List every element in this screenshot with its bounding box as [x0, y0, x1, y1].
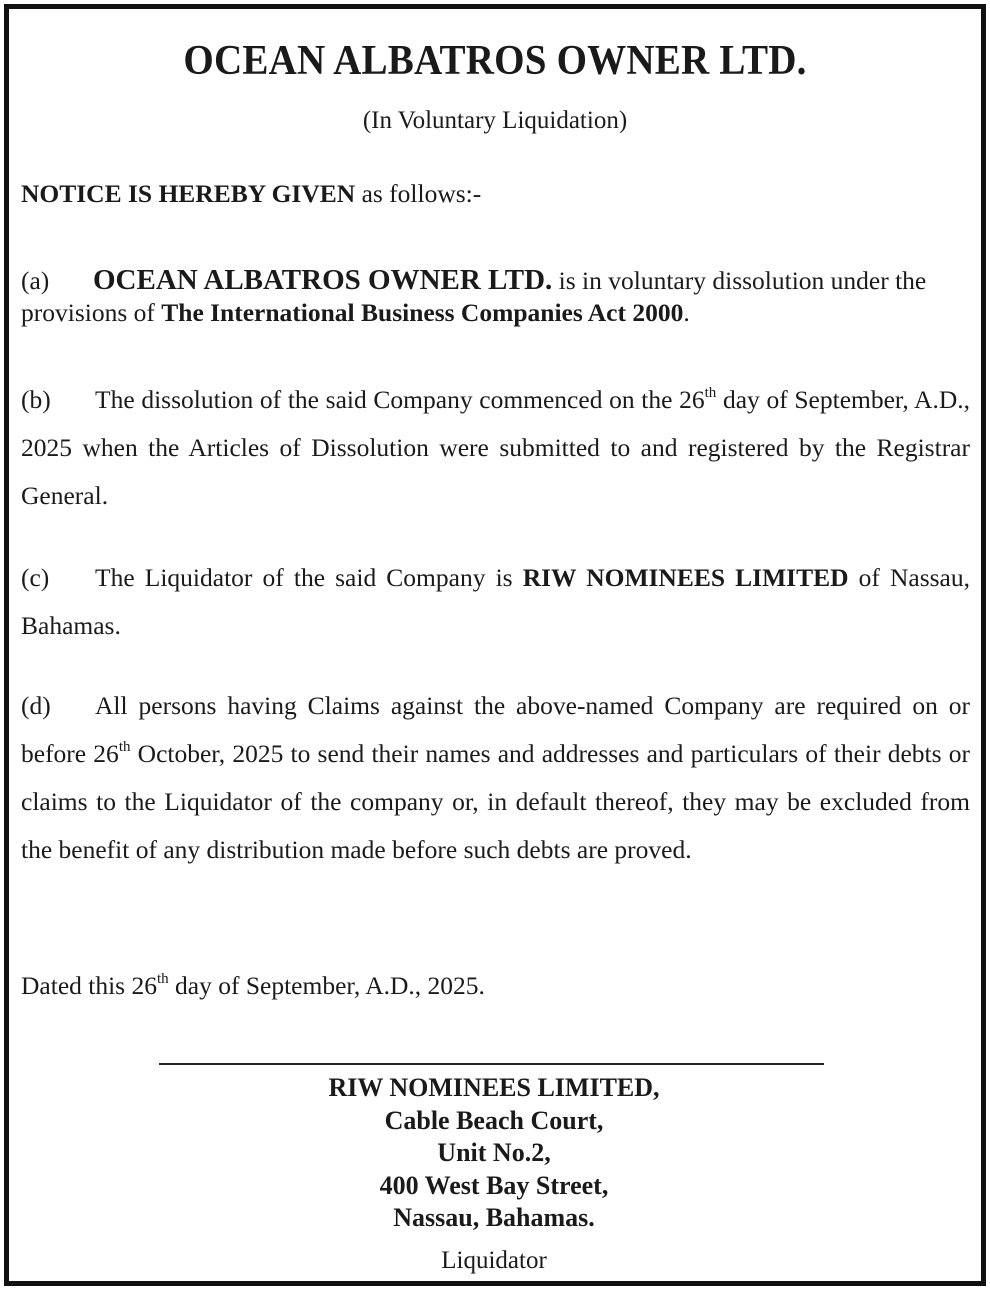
signature-address-line-1: Cable Beach Court, — [384, 1105, 604, 1135]
paragraph-c-text1: The Liquidator of the said Company is — [95, 563, 523, 592]
intro-rest: as follows:- — [355, 179, 482, 208]
paragraph-a — [21, 264, 970, 329]
dated-text2: day of September, A.D., 2025. — [168, 971, 485, 1000]
paragraph-c — [21, 554, 970, 650]
notice-intro — [21, 179, 970, 209]
notice-frame — [4, 4, 986, 1286]
signature-address-line-3: 400 West Bay Street, — [379, 1170, 609, 1200]
notice-subtitle: (In Voluntary Liquidation) — [362, 107, 628, 134]
dated-sup: th — [156, 971, 169, 987]
paragraph-d — [21, 682, 970, 874]
paragraph-c-label: (c) — [21, 563, 50, 592]
paragraph-c-text2: of Nassau, Bahamas. — [21, 563, 970, 640]
paragraph-a-text2: . — [683, 298, 690, 327]
signature-block — [154, 1072, 834, 1235]
signature-role: Liquidator — [441, 1247, 547, 1274]
paragraph-d-label: (d) — [21, 691, 51, 720]
paragraph-b-text1: The dissolution of the said Company commenced on the 26 — [95, 385, 705, 414]
notice-title: OCEAN ALBATROS OWNER LTD. — [183, 38, 807, 84]
dated-text1: Dated this 26 — [21, 971, 157, 1000]
intro-bold: NOTICE IS HEREBY GIVEN — [21, 179, 356, 208]
paragraph-d-sup: th — [118, 739, 131, 755]
paragraph-b — [21, 376, 970, 520]
paragraph-b-label: (b) — [21, 385, 51, 414]
signature-address-line-2: Unit No.2, — [437, 1138, 551, 1167]
act-name: The International Business Companies Act 2000 — [161, 298, 684, 327]
liquidator-name: RIW NOMINEES LIMITED — [522, 563, 849, 592]
paragraph-b-text2: day of September, A.D., 2025 when the Articles of Dissolution were submitted to and registered by the Registrar General. — [21, 385, 970, 510]
dated-line — [21, 971, 970, 1001]
paragraph-d-text1: All persons having Claims against the above-named Company are required on or before 26 — [21, 691, 970, 768]
company-name: OCEAN ALBATROS OWNER LTD. — [93, 264, 553, 296]
paragraph-a-label: (a) — [21, 266, 50, 295]
signature-line — [159, 1063, 824, 1065]
signature-name: RIW NOMINEES LIMITED, — [328, 1073, 660, 1102]
paragraph-b-sup: th — [704, 385, 717, 401]
paragraph-d-text2: October, 2025 to send their names and addresses and particulars of their debts or claims to the Liquidator of the company or, in default thereof, they may be excluded from the benefit of any distribution made before such debts are proved. — [21, 739, 970, 864]
signature-address-line-4: Nassau, Bahamas. — [393, 1203, 595, 1232]
paragraph-a-text1: is in voluntary dissolution under the provisions of — [21, 266, 927, 327]
